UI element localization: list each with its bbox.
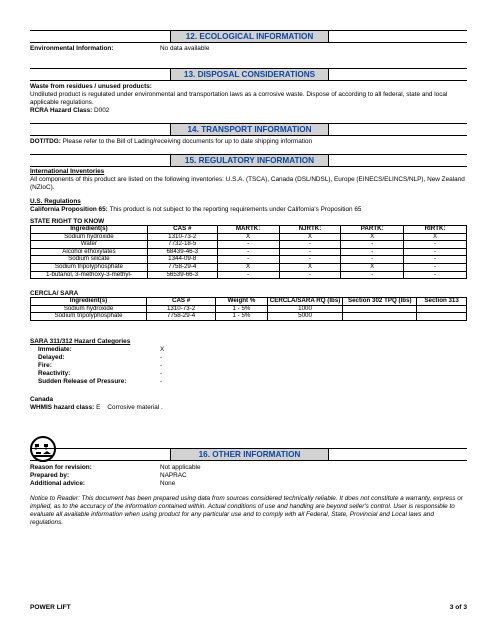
section-15-title: 15. REGULATORY INFORMATION — [170, 155, 329, 166]
srtk-heading: STATE RIGHT TO KNOW — [30, 218, 105, 225]
table-cell: - — [341, 248, 404, 256]
waste-text: Undiluted product is regulated under environmental and transportation laws as a corrosive waste. Dispose of according to all federal, state and local applicable regulations. — [30, 91, 448, 106]
table-cell: 1310-73-2 — [147, 305, 216, 313]
table-cell: 7758-29-4 — [147, 263, 217, 271]
rcra-label: RCRA Hazard Class: — [30, 107, 93, 114]
table-cell — [343, 313, 417, 321]
sara-label: Delayed: — [38, 354, 65, 361]
srtk-body — [31, 233, 467, 279]
section-15-banner — [30, 154, 467, 167]
table-row — [31, 313, 467, 321]
dot-line — [30, 138, 312, 146]
table-cell: Sodium silicate — [31, 256, 148, 264]
sara-value: X — [160, 346, 165, 353]
srtk-table — [30, 225, 467, 279]
cercla-header-row — [31, 298, 467, 306]
table-cell: 7758-29-4 — [147, 313, 216, 321]
dot-label: DOT/TDG: — [30, 138, 61, 145]
srtk-header-row — [31, 226, 467, 234]
cercla-col-header: CERCLA/SARA RQ (lbs) — [267, 298, 343, 306]
cercla-col-header: Weight % — [216, 298, 268, 306]
srtk-col-header: MARTK: — [217, 226, 279, 234]
other-label: Reason for revision: — [30, 464, 92, 471]
table-cell: - — [279, 271, 341, 279]
sara-value: - — [160, 354, 163, 361]
sara-label: Sudden Release of Pressure: — [38, 378, 127, 385]
rcra-value: D002 — [94, 107, 110, 114]
table-cell: Alcohol ethoxylates — [31, 248, 148, 256]
whmis-label: WHMIS hazard class: — [30, 404, 95, 411]
table-cell: Water — [31, 241, 148, 249]
intl-text: All components of this product are listed on the following inventories: U.S.A. (TSCA), Canada (DSL/NDSL), Europe (EINECS/ELINCS/NLP), New Zealand (NZIoC). — [30, 176, 465, 191]
table-cell: X — [341, 263, 404, 271]
table-cell: 1000 — [267, 305, 343, 313]
table-cell: - — [279, 256, 341, 264]
table-cell: 5000 — [267, 313, 343, 321]
section-16-banner — [30, 448, 467, 461]
srtk-col-header: RIRTK: — [404, 226, 467, 234]
cercla-col-header: Section 302 TPQ (lbs) — [343, 298, 417, 306]
prop65-label: California Proposition 65: — [30, 206, 108, 213]
prop65-line — [30, 206, 361, 214]
table-cell — [417, 305, 467, 313]
cercla-col-header: Section 313 — [417, 298, 467, 306]
table-cell: X — [279, 263, 341, 271]
sara-value: - — [160, 362, 163, 369]
footer-product: POWER LIFT — [30, 604, 71, 611]
section-13-banner — [30, 68, 467, 81]
table-cell: X — [404, 233, 467, 241]
table-cell: X — [217, 263, 279, 271]
table-cell: X — [341, 233, 404, 241]
cercla-table — [30, 297, 467, 321]
cercla-body — [31, 305, 467, 320]
footer-page: 3 of 3 — [449, 604, 467, 611]
sara-value: - — [160, 370, 163, 377]
other-label: Prepared by: — [30, 472, 70, 479]
section-12-title: 12. ECOLOGICAL INFORMATION — [170, 31, 329, 42]
table-cell: 1310-73-2 — [147, 233, 217, 241]
sara-label: Fire: — [38, 362, 52, 369]
table-cell: - — [404, 241, 467, 249]
table-cell: - — [341, 271, 404, 279]
rcra-line — [30, 107, 109, 115]
table-cell: - — [404, 256, 467, 264]
section-14-banner — [30, 123, 467, 136]
table-cell: X — [279, 233, 341, 241]
table-cell: - — [341, 256, 404, 264]
srtk-col-header: Ingredient(s) — [31, 226, 148, 234]
sara-label: Immediate: — [38, 346, 72, 353]
other-value: NAPRAC — [160, 472, 187, 479]
sara-value: - — [160, 378, 163, 385]
table-cell: - — [404, 248, 467, 256]
canada-heading: Canada — [30, 396, 54, 403]
section-13-title: 13. DISPOSAL CONSIDERATIONS — [170, 69, 329, 80]
table-cell: - — [217, 241, 279, 249]
srtk-col-header: CAS # — [147, 226, 217, 234]
whmis-line — [30, 404, 163, 412]
env-info-value: No data available — [160, 45, 210, 52]
table-cell: Sodium hydroxide — [31, 305, 147, 313]
section-14-title: 14. TRANSPORT INFORMATION — [170, 124, 329, 135]
prop65-text: This product is not subject to the reporting requirements under California's Proposition 65 — [109, 206, 362, 213]
srtk-col-header: PARTK: — [341, 226, 404, 234]
sara-heading: SARA 311/312 Hazard Categories — [30, 338, 131, 345]
cercla-col-header: Ingredient(s) — [31, 298, 147, 306]
cercla-heading: CERCLA/ SARA — [30, 290, 79, 297]
section-16-title: 16. OTHER INFORMATION — [170, 449, 329, 460]
table-cell: 1344-09-8 — [147, 256, 217, 264]
table-cell: - — [217, 256, 279, 264]
table-cell: Sodium hydroxide — [31, 233, 148, 241]
table-cell — [417, 313, 467, 321]
table-cell: 56539-66-3 — [147, 271, 217, 279]
table-cell: 68439-46-3 — [147, 248, 217, 256]
srtk-col-header: NJRTK: — [279, 226, 341, 234]
table-cell: - — [217, 271, 279, 279]
other-value: Not applicable — [160, 464, 201, 471]
table-row — [31, 263, 467, 271]
table-row — [31, 271, 467, 279]
table-cell: - — [279, 248, 341, 256]
whmis-value: E Corrosive material . — [96, 404, 163, 411]
notice-text: Notice to Reader: This document has been prepared using data from sources considered technically reliable. It does not constitute a warranty, express or implied, as to the accuracy of the information contained within. Actual conditions of use and handling are beyond seller's control. User is responsible to evaluate all available information when using product for any particular use and to comply with all Federal, State, Provincial and Local laws and regulations. — [30, 495, 463, 526]
table-cell: 1 - 5% — [216, 313, 268, 321]
table-cell: - — [404, 263, 467, 271]
table-cell: Sodium tripolyphosphate — [31, 263, 148, 271]
table-cell: - — [404, 271, 467, 279]
waste-label: Waste from residues / unused products: — [30, 83, 152, 90]
intl-heading: International Inventories — [30, 168, 105, 175]
table-cell: 1 - 5% — [216, 305, 268, 313]
env-info-label: Environmental Information: — [30, 45, 114, 52]
table-cell: - — [217, 248, 279, 256]
other-label: Additional advice: — [30, 480, 86, 487]
us-heading: U.S. Regulations — [30, 198, 81, 205]
table-cell: - — [279, 241, 341, 249]
other-value: None — [160, 480, 176, 487]
section-12-banner — [30, 30, 467, 43]
table-cell: Sodium tripolyphosphate — [31, 313, 147, 321]
cercla-col-header: CAS # — [147, 298, 216, 306]
table-cell: 7732-18-5 — [147, 241, 217, 249]
table-cell: X — [217, 233, 279, 241]
table-cell: - — [341, 241, 404, 249]
table-cell: 1-butanol, 3-methoxy-3-methyl- — [31, 271, 148, 279]
dot-text: Please refer to the Bill of Lading/receiving documents for up to date shipping information — [62, 138, 313, 145]
table-cell — [343, 305, 417, 313]
sara-label: Reactivity: — [38, 370, 71, 377]
